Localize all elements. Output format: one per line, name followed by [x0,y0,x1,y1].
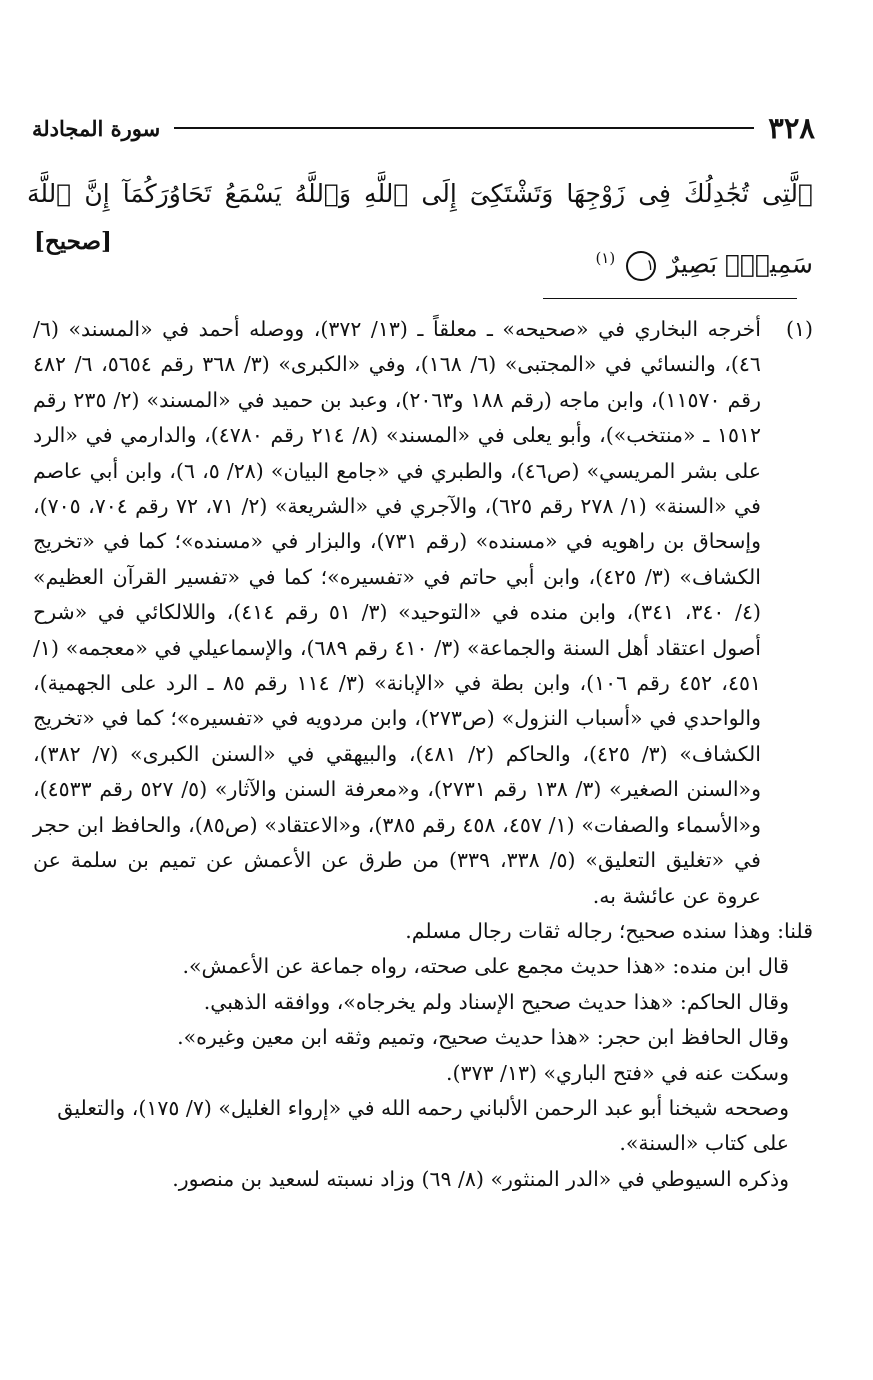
page-number: ٣٢٨ [768,111,815,145]
footnote-main-text: أخرجه البخاري في «صحيحه» ـ معلقاً ـ (١٣/ ٣٧٢)، ووصله أحمد في «المسند» (٦/ ٤٦)، والنسائي في «المجتبى» (٦/ ١٦٨)، وفي «الكبرى» (٣/ ٣٦٨ رقم ٥٦٥٤، ٦/ ٤٨٢ رقم ١١٥٧٠)، وابن ماجه (رقم ١٨٨ و٢٠٦٣)، وعبد بن حميد في «المسند» (٢/ ٢٣٥ رقم ١٥١٢ ـ «منتخب»)، وأبو يعلى في «المسند» (٨/ ٢١٤ رقم ٤٧٨٠)، والدارمي في «الرد على بشر المريسي» (ص٤٦)، والطبري في «جامع البيان» (٢٨/ ٥، ٦)، وابن أبي عاصم في «السنة» (١/ ٢٧٨ رقم ٦٢٥)، والآجري في «الشريعة» (٢/ ٧١، ٧٢ رقم ٧٠٤، ٧٠٥)، وإسحاق بن راهويه في «مسنده» (رقم ٧٣١)، والبزار في «مسنده»؛ كما في «تخريج الكشاف» (٣/ ٤٢٥)، وابن أبي حاتم في «تفسيره»؛ كما في «تفسير القرآن العظيم» (٤/ ٣٤٠، ٣٤١)، وابن منده في «التوحيد» (٣/ ٥١ رقم ٤١٤)، واللالكائي في «شرح أصول اعتقاد أهل السنة والجماعة» (٣/ ٤١٠ رقم ٦٨٩)، والإسماعيلي في «معجمه» (١/ ٤٥١، ٤٥٢ رقم ١٠٦)، وابن بطة في «الإبانة» (٣/ ١١٤ رقم ٨٥ ـ الرد على الجهمية)، والواحدي في «أسباب النزول» (ص٢٧٣)، وابن مردويه في «تفسيره»؛ كما في «تخريج الكشاف» (٣/ ٤٢٥)، والحاكم (٢/ ٤٨١)، والبيهقي في «السنن الكبرى» (٧/ ٣٨٢)، و«السنن الصغير» (٣/ ١٣٨ رقم ٢٧٣١)، و«معرفة السنن والآثار» (٥/ ٥٢٧ رقم ٤٥٣٣)، و«الأسماء والصفات» (١/ ٤٥٧، ٤٥٨ رقم ٣٨٥)، و«الاعتقاد» (ص٨٥)، والحافظ ابن حجر في «تغليق التعليق» (٥/ ٣٣٨، ٣٣٩) من طرق عن الأعمش عن تميم بن سلمة عن عروة عن عائشة به. [33,317,762,908]
footnote [33,312,813,1197]
quran-verse [27,162,813,296]
footnote-paragraph: وقال الحاكم: «هذا حديث صحيح الإسناد ولم يخرجاه»، ووافقه الذهبي. [203,989,789,1014]
footnote-number: (١) [785,317,813,341]
verse-text: ٱلَّتِى تُجَٰدِلُكَ فِى زَوْجِهَا وَتَشْتَكِىٓ إِلَى ٱللَّهِ وَٱللَّهُ يَسْمَعُ تَحَاوُرَكُمَآ إِنَّ ٱللَّهَ سَمِيعٌۢ بَصِيرٌ [27,179,813,279]
footnote-paragraph: قال ابن منده: «هذا حديث مجمع على صحته، رواه جماعة عن الأعمش». [182,954,789,979]
ayah-number-marker: ١ [626,251,656,281]
footnote-reference: (١) [595,249,616,267]
header-rule [174,127,754,129]
footnote-paragraph: قلنا: وهذا سنده صحيح؛ رجاله ثقات رجال مسلم. [405,918,813,943]
page-header [32,108,815,148]
footnote-paragraph: وذكره السيوطي في «الدر المنثور» (٨/ ٦٩) وزاد نسبته لسعيد بن منصور. [172,1166,789,1191]
footnote-paragraph: وسكت عنه في «فتح الباري» (١٣/ ٣٧٣). [445,1060,789,1085]
surah-title: سورة المجادلة [32,115,161,141]
footnote-separator [543,298,797,299]
footnote-paragraph: وصححه شيخنا أبو عبد الرحمن الألباني رحمه الله في «إرواء الغليل» (٧/ ١٧٥)، والتعليق على كتاب «السنة». [57,1095,789,1156]
hadith-grade: [صحيح] [34,228,112,255]
footnote-paragraph: وقال الحافظ ابن حجر: «هذا حديث صحيح، وتميم وثقه ابن معين وغيره». [177,1025,789,1050]
